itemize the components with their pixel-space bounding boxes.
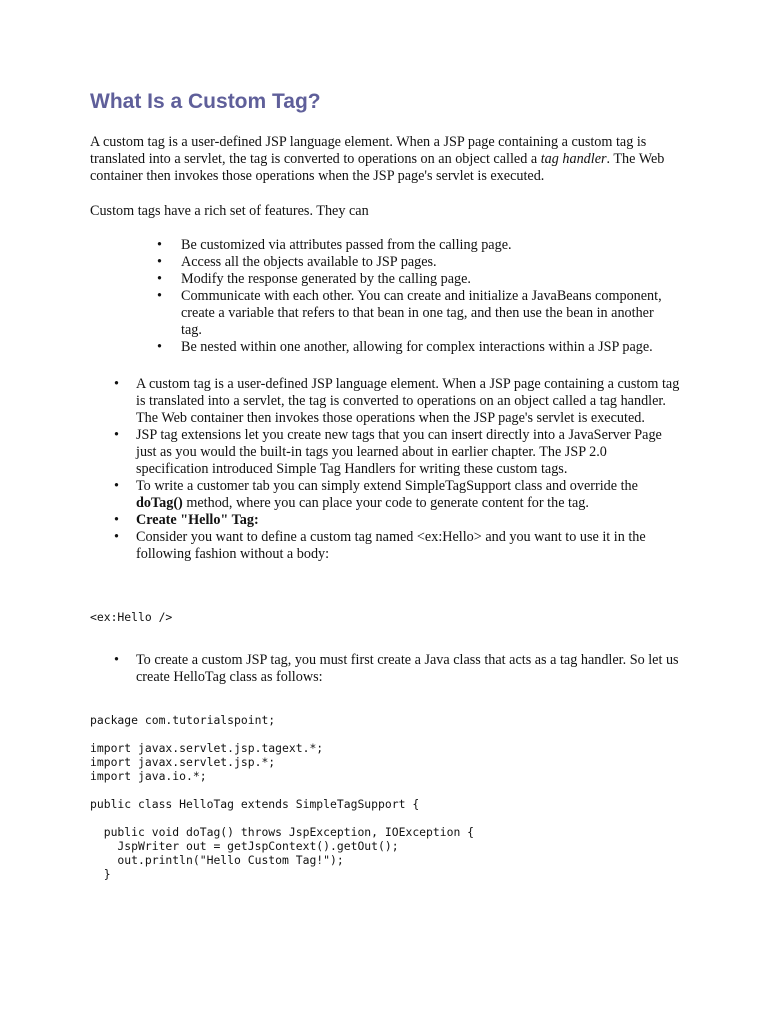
intro-text-end: . The Web container then invokes those operations when the JSP page's servlet is executed. <box>90 151 665 184</box>
list-item <box>136 512 681 529</box>
features-intro: Custom tags have a rich set of features. They can <box>90 203 369 219</box>
bullet-list-2 <box>136 652 681 686</box>
code-block-hellotag: package com.tutorialspoint; import javax.servlet.jsp.tagext.*; import javax.servlet.jsp.*; import java.io.*; public class HelloTag extends SimpleTagSupport { public void doTag() throws JspException, IOException { JspWriter out = getJspContext().getOut(); out.println("Hello Custom Tag!"); } <box>90 713 475 881</box>
list-item: • Modify the response generated by the calling page. <box>181 271 667 288</box>
list-item: • Access all the objects available to JSP pages. <box>181 254 667 271</box>
list-item: • Consider you want to define a custom tag named <ex:Hello> and you want to use it in the following fashion without a body: <box>136 529 681 563</box>
page-title: What Is a Custom Tag? <box>90 90 321 113</box>
intro-text-start: A custom tag is a user-defined JSP language element. When a JSP page containing a custom tag is translated into a servlet, the tag is converted to operations on an object called a <box>90 134 647 167</box>
list-item: • To create a custom JSP tag, you must first create a Java class that acts as a tag handler. So let us create HelloTag class as follows: <box>136 652 681 686</box>
list-item: • Be customized via attributes passed from the calling page. <box>181 237 667 254</box>
bullet-text-end: method, where you can place your code to generate content for the tag. <box>182 495 589 511</box>
intro-emphasis: tag handler <box>540 151 607 167</box>
create-hello-tag-heading: Create "Hello" Tag: <box>136 512 259 528</box>
bullet-list <box>136 376 681 563</box>
list-item: • JSP tag extensions let you create new tags that you can insert directly into a JavaServer Page just as you would the built-in tags you learned about in earlier chapter. The JSP 2.0 specification introduced Simple Tag Handlers for writing these custom tags. <box>136 427 681 478</box>
features-list <box>181 237 667 356</box>
list-item: • A custom tag is a user-defined JSP language element. When a JSP page containing a custom tag is translated into a servlet, the tag is converted to operations on an object called a tag handler. The Web container then invokes those operations when the JSP page's servlet is executed. <box>136 376 681 427</box>
dotag-method-name: doTag() <box>136 495 183 511</box>
intro-paragraph <box>90 134 690 185</box>
list-item: • Communicate with each other. You can create and initialize a JavaBeans component, create a variable that refers to that bean in one tag, and then use the bean in another tag. <box>181 288 667 339</box>
code-block-usage: <ex:Hello /> <box>90 610 173 624</box>
bullet-text-start: To write a customer tab you can simply extend SimpleTagSupport class and override the <box>136 478 638 494</box>
list-item <box>136 478 681 512</box>
list-item: • Be nested within one another, allowing for complex interactions within a JSP page. <box>181 339 667 356</box>
